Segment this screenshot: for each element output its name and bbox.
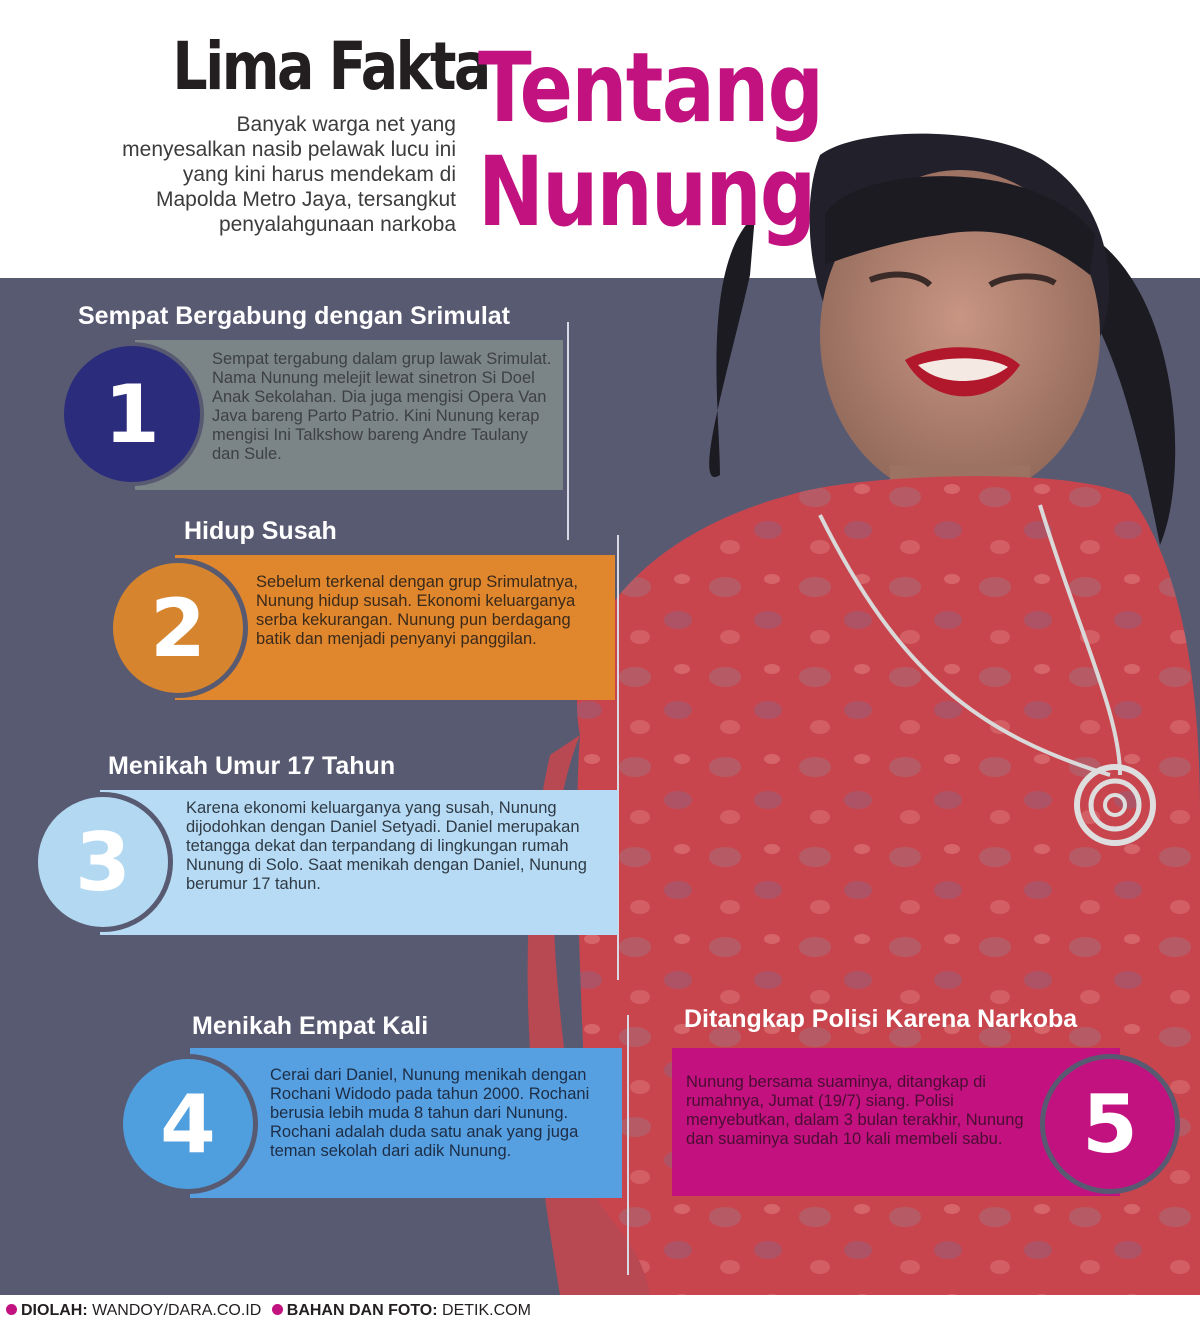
subtitle: Banyak warga net yang menyesalkan nasib pelawak lucu ini yang kini harus mendekam di Mapolda Metro Jaya, tersangkut penyalahgunaan narkoba	[122, 113, 456, 236]
fact-4-text: Cerai dari Daniel, Nunung menikah dengan Rochani Widodo pada tahun 2000. Rochani berusia lebih muda 8 tahun dari Nunung. Rochani adalah duda satu anak yang juga teman sekolah dari adik Nunung.	[270, 1066, 590, 1160]
fact-3-number: 3	[33, 792, 173, 932]
fact-2-heading: Hidup Susah	[184, 517, 337, 545]
footer-label-bahan: BAHAN DAN FOTO:	[286, 1302, 438, 1319]
fact-5-heading: Ditangkap Polisi Karena Narkoba	[684, 1005, 1078, 1033]
fact-1-text: Sempat tergabung dalam grup lawak Srimulat. Nama Nunung melejit lewat sinetron Si Doel Anak Sekolahan. Dia juga mengisi Opera Van Java bareng Parto Patrio. Kini Nunung kerap mengisi Ini Talkshow bareng Andre Taulany dan Sule.	[212, 350, 552, 463]
fact-4-heading: Menikah Empat Kali	[192, 1012, 429, 1040]
bullet-icon	[6, 1304, 17, 1315]
title-lima-fakta: Lima Fakta	[172, 28, 489, 105]
fact-2-text: Sebelum terkenal dengan grup Srimulatnya, Nunung hidup susah. Ekonomi keluarganya serba kekurangan. Nunung pun berdagang batik dan menjadi penyanyi panggilan.	[256, 573, 578, 648]
footer-label-diolah: DIOLAH:	[21, 1302, 88, 1319]
fact-5-number: 5	[1040, 1054, 1180, 1194]
title-tentang: Tentang	[478, 32, 823, 144]
fact-1-number: 1	[60, 342, 204, 486]
bullet-icon	[272, 1304, 283, 1315]
fact-5-text: Nunung bersama suaminya, ditangkap di rumahnya, Jumat (19/7) siang. Polisi menyebutkan, dalam 3 bulan terakhir, Nunung dan suaminya sudah 10 kali membeli sabu.	[686, 1073, 1024, 1148]
fact-2-number: 2	[108, 558, 248, 698]
fact-4-number: 4	[118, 1054, 258, 1194]
fact-3-text: Karena ekonomi keluarganya yang susah, Nunung dijodohkan dengan Daniel Setyadi. Daniel merupakan tetangga dekat dan terpandang di lingkungan rumah Nunung di Solo. Saat menikah dengan Daniel, Nunung berumur 17 tahun.	[186, 799, 587, 893]
fact-1-heading: Sempat Bergabung dengan Srimulat	[78, 302, 511, 330]
separator-line	[627, 1015, 629, 1275]
separator-line	[567, 322, 569, 540]
footer-value-bahan: DETIK.COM	[442, 1302, 531, 1319]
title-tentang-nunung	[478, 32, 823, 248]
fact-3-heading: Menikah Umur 17 Tahun	[108, 752, 396, 780]
footer-credits	[0, 1295, 1200, 1326]
title-nunung: Nunung	[478, 136, 815, 248]
footer-value-diolah: WANDOY/DARA.CO.ID	[92, 1302, 262, 1319]
